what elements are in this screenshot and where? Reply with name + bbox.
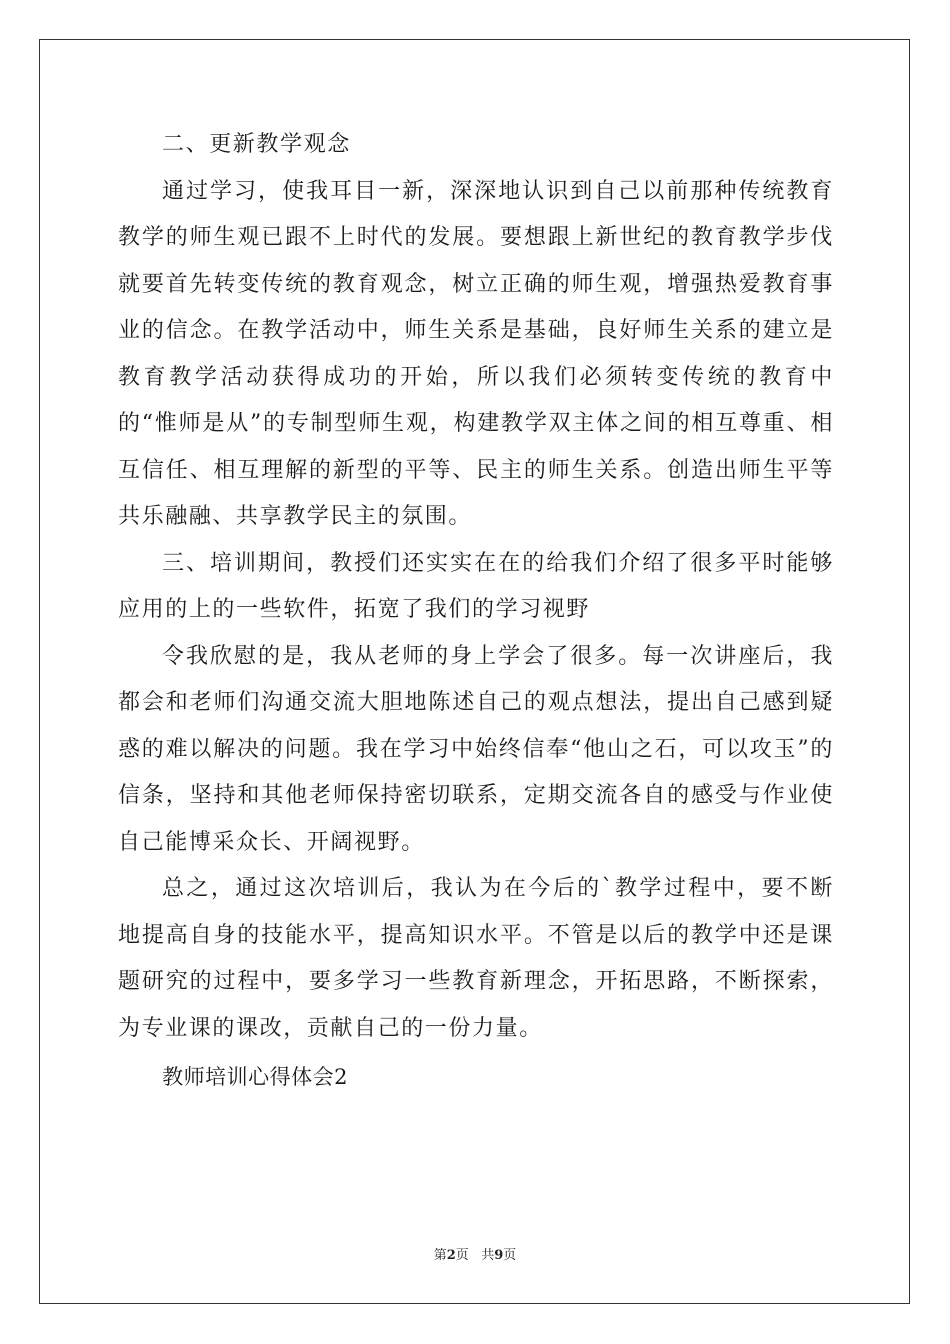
paragraph-conclusion: 总之，通过这次培训后，我认为在今后的`教学过程中，要不断地提高自身的技能水平，提高知识水平。不管是以后的教学中还是课题研究的过程中，要多学习一些教育新理念，开拓思路，不断探索，为专业课的课改，贡献自己的一份力量。: [118, 876, 834, 1041]
paragraph-training-software: 三、培训期间，教授们还实实在在的给我们介绍了很多平时能够应用的上的一些软件，拓宽了我们的学习视野: [118, 550, 834, 622]
paragraph-teacher-student-relationship: 通过学习，使我耳目一新，深深地认识到自己以前那种传统教育教学的师生观已跟不上时代的发展。要想跟上新世纪的教育教学步伐就要首先转变传统的教育观念，树立正确的师生观，增强热爱教育事业的信念。在教学活动中，师生关系是基础，良好师生关系的建立是教育教学活动获得成功的开始，所以我们必须转变传统的教育中的“惟师是从”的专制型师生观，构建教学双主体之间的相互尊重、相互信任、相互理解的新型的平等、民主的师生关系。创造出师生平等共乐融融、共享教学民主的氛围。: [118, 178, 834, 529]
document-body: [118, 122, 834, 1101]
page-mid: 页 共: [455, 1248, 495, 1263]
total-pages-number: 9: [494, 1248, 504, 1263]
page-number-footer: [0, 1244, 950, 1263]
current-page-number: 2: [446, 1248, 456, 1263]
section-heading-update-concepts: 二、更新教学观念: [162, 132, 351, 157]
page-suffix: 页: [503, 1248, 517, 1263]
page-prefix: 第: [433, 1248, 447, 1263]
next-article-title: 教师培训心得体会2: [162, 1065, 348, 1089]
paragraph-learning-from-teachers: 令我欣慰的是，我从老师的身上学会了很多。每一次讲座后，我都会和老师们沟通交流大胆地陈述自己的观点想法，提出自己感到疑惑的难以解决的问题。我在学习中始终信奉“他山之石，可以攻玉”的信条，坚持和其他老师保持密切联系，定期交流各自的感受与作业使自己能博采众长、开阔视野。: [118, 643, 834, 855]
